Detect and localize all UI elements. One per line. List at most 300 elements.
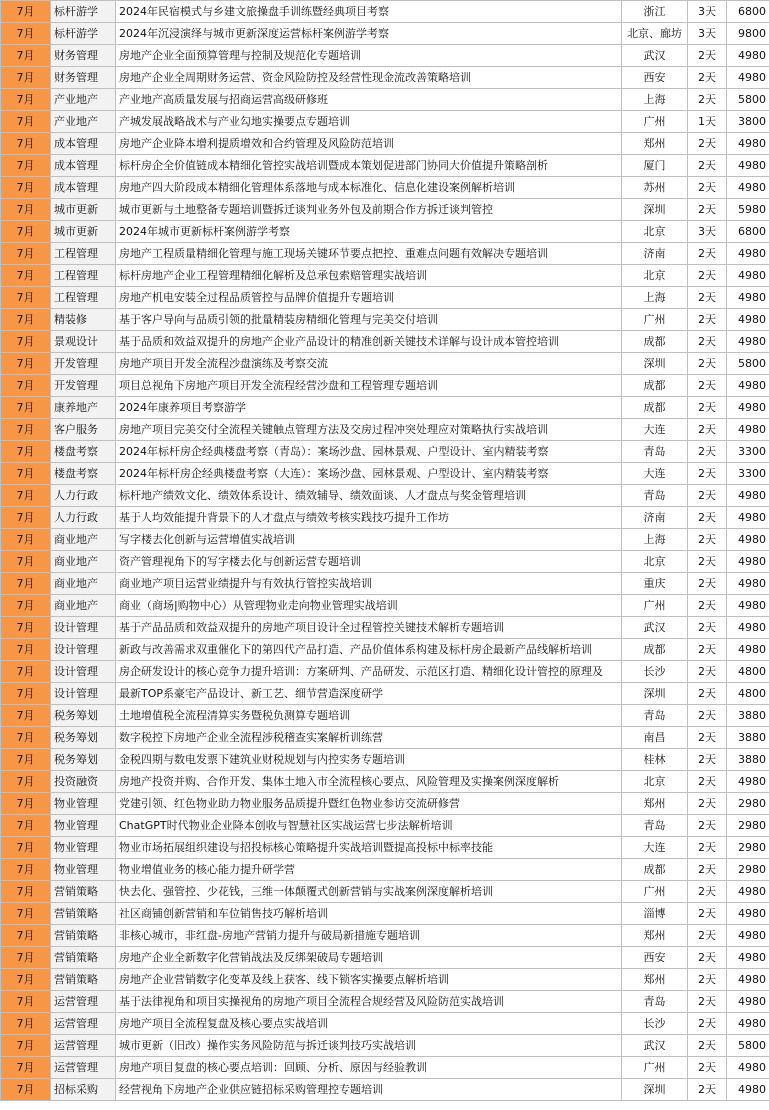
- category-cell[interactable]: 工程管理: [51, 287, 116, 309]
- month-cell[interactable]: 7月: [1, 463, 51, 485]
- course-title-cell[interactable]: 快去化、强管控、少花钱，三维一体颠覆式创新营销与实战案例深度解析培训: [116, 881, 622, 903]
- duration-cell[interactable]: 2天: [688, 969, 727, 991]
- category-cell[interactable]: 楼盘考察: [51, 463, 116, 485]
- duration-cell[interactable]: 2天: [688, 683, 727, 705]
- course-title-cell[interactable]: 标杆房企全价值链成本精细化管控实战培训暨成本策划促进部门协同大价值提升策略剖析: [116, 155, 622, 177]
- course-title-cell[interactable]: 房地产企业全面预算管理与控制及规范化专题培训: [116, 45, 622, 67]
- city-cell[interactable]: 长沙: [622, 1013, 688, 1035]
- month-cell[interactable]: 7月: [1, 573, 51, 595]
- category-cell[interactable]: 税务筹划: [51, 749, 116, 771]
- course-title-cell[interactable]: 商业地产项目运营业绩提升与有效执行管控实战培训: [116, 573, 622, 595]
- month-cell[interactable]: 7月: [1, 419, 51, 441]
- course-title-cell[interactable]: 2024年城市更新标杆案例游学考察: [116, 221, 622, 243]
- city-cell[interactable]: 武汉: [622, 45, 688, 67]
- duration-cell[interactable]: 2天: [688, 45, 727, 67]
- category-cell[interactable]: 产业地产: [51, 89, 116, 111]
- category-cell[interactable]: 开发管理: [51, 375, 116, 397]
- category-cell[interactable]: 运营管理: [51, 1035, 116, 1057]
- price-cell[interactable]: 3300: [727, 463, 769, 485]
- month-cell[interactable]: 7月: [1, 67, 51, 89]
- duration-cell[interactable]: 3天: [688, 221, 727, 243]
- price-cell[interactable]: 3300: [727, 441, 769, 463]
- city-cell[interactable]: 成都: [622, 639, 688, 661]
- duration-cell[interactable]: 2天: [688, 815, 727, 837]
- duration-cell[interactable]: 2天: [688, 749, 727, 771]
- price-cell[interactable]: 2980: [727, 793, 769, 815]
- month-cell[interactable]: 7月: [1, 441, 51, 463]
- month-cell[interactable]: 7月: [1, 177, 51, 199]
- month-cell[interactable]: 7月: [1, 1079, 51, 1101]
- course-title-cell[interactable]: 产城发展战略战术与产业勾地实操要点专题培训: [116, 111, 622, 133]
- month-cell[interactable]: 7月: [1, 793, 51, 815]
- price-cell[interactable]: 3800: [727, 111, 769, 133]
- price-cell[interactable]: 4980: [727, 771, 769, 793]
- category-cell[interactable]: 物业管理: [51, 837, 116, 859]
- category-cell[interactable]: 城市更新: [51, 199, 116, 221]
- course-title-cell[interactable]: 城市更新与土地整备专题培训暨拆迁谈判业务外包及前期合作方拆迁谈判管控: [116, 199, 622, 221]
- price-cell[interactable]: 4980: [727, 397, 769, 419]
- city-cell[interactable]: 广州: [622, 881, 688, 903]
- city-cell[interactable]: 重庆: [622, 573, 688, 595]
- duration-cell[interactable]: 2天: [688, 89, 727, 111]
- duration-cell[interactable]: 2天: [688, 199, 727, 221]
- month-cell[interactable]: 7月: [1, 309, 51, 331]
- price-cell[interactable]: 4980: [727, 133, 769, 155]
- price-cell[interactable]: 4980: [727, 1079, 769, 1101]
- category-cell[interactable]: 客户服务: [51, 419, 116, 441]
- price-cell[interactable]: 4980: [727, 507, 769, 529]
- month-cell[interactable]: 7月: [1, 397, 51, 419]
- category-cell[interactable]: 人力行政: [51, 485, 116, 507]
- price-cell[interactable]: 3880: [727, 727, 769, 749]
- duration-cell[interactable]: 2天: [688, 419, 727, 441]
- duration-cell[interactable]: 2天: [688, 155, 727, 177]
- city-cell[interactable]: 北京: [622, 771, 688, 793]
- city-cell[interactable]: 郑州: [622, 133, 688, 155]
- duration-cell[interactable]: 2天: [688, 353, 727, 375]
- city-cell[interactable]: 长沙: [622, 661, 688, 683]
- category-cell[interactable]: 设计管理: [51, 683, 116, 705]
- city-cell[interactable]: 广州: [622, 1057, 688, 1079]
- category-cell[interactable]: 运营管理: [51, 1057, 116, 1079]
- price-cell[interactable]: 4980: [727, 595, 769, 617]
- course-title-cell[interactable]: 房地产项目开发全流程沙盘演练及考察交流: [116, 353, 622, 375]
- duration-cell[interactable]: 2天: [688, 661, 727, 683]
- category-cell[interactable]: 营销策略: [51, 903, 116, 925]
- course-title-cell[interactable]: 房地产项目复盘的核心要点培训：回顾、分析、原因与经验教训: [116, 1057, 622, 1079]
- city-cell[interactable]: 成都: [622, 859, 688, 881]
- city-cell[interactable]: 青岛: [622, 991, 688, 1013]
- duration-cell[interactable]: 2天: [688, 991, 727, 1013]
- city-cell[interactable]: 大连: [622, 463, 688, 485]
- price-cell[interactable]: 2980: [727, 815, 769, 837]
- month-cell[interactable]: 7月: [1, 881, 51, 903]
- duration-cell[interactable]: 2天: [688, 331, 727, 353]
- city-cell[interactable]: 北京: [622, 551, 688, 573]
- price-cell[interactable]: 4980: [727, 573, 769, 595]
- duration-cell[interactable]: 2天: [688, 573, 727, 595]
- month-cell[interactable]: 7月: [1, 353, 51, 375]
- month-cell[interactable]: 7月: [1, 133, 51, 155]
- course-title-cell[interactable]: 数字税控下房地产企业全流程涉税稽查实案解析训练营: [116, 727, 622, 749]
- duration-cell[interactable]: 2天: [688, 705, 727, 727]
- price-cell[interactable]: 4980: [727, 1013, 769, 1035]
- course-title-cell[interactable]: ChatGPT时代物业企业降本创收与智慧社区实战运营七步法解析培训: [116, 815, 622, 837]
- price-cell[interactable]: 4980: [727, 881, 769, 903]
- price-cell[interactable]: 4980: [727, 243, 769, 265]
- month-cell[interactable]: 7月: [1, 771, 51, 793]
- course-title-cell[interactable]: 房地产工程质量精细化管理与施工现场关键环节要点把控、重难点问题有效解决专题培训: [116, 243, 622, 265]
- category-cell[interactable]: 营销策略: [51, 969, 116, 991]
- course-title-cell[interactable]: 标杆地产绩效文化、绩效体系设计、绩效辅导、绩效面谈、人才盘点与奖金管理培训: [116, 485, 622, 507]
- course-title-cell[interactable]: 房地产企业降本增利提质增效和合约管理及风险防范培训: [116, 133, 622, 155]
- category-cell[interactable]: 工程管理: [51, 265, 116, 287]
- category-cell[interactable]: 人力行政: [51, 507, 116, 529]
- price-cell[interactable]: 4980: [727, 639, 769, 661]
- city-cell[interactable]: 大连: [622, 419, 688, 441]
- course-title-cell[interactable]: 写字楼去化创新与运营增值实战培训: [116, 529, 622, 551]
- month-cell[interactable]: 7月: [1, 1, 51, 23]
- category-cell[interactable]: 产业地产: [51, 111, 116, 133]
- month-cell[interactable]: 7月: [1, 529, 51, 551]
- course-title-cell[interactable]: 非核心城市，非红盘-房地产营销力提升与破局新措施专题培训: [116, 925, 622, 947]
- duration-cell[interactable]: 2天: [688, 507, 727, 529]
- price-cell[interactable]: 4980: [727, 309, 769, 331]
- duration-cell[interactable]: 2天: [688, 485, 727, 507]
- course-title-cell[interactable]: 经营视角下房地产企业供应链招标采购管理控专题培训: [116, 1079, 622, 1101]
- duration-cell[interactable]: 2天: [688, 177, 727, 199]
- course-title-cell[interactable]: 房企研发设计的核心竞争力提升培训：方案研判、产品研发、示范区打造、精细化设计管控的原理及: [116, 661, 622, 683]
- price-cell[interactable]: 4980: [727, 375, 769, 397]
- category-cell[interactable]: 景观设计: [51, 331, 116, 353]
- month-cell[interactable]: 7月: [1, 991, 51, 1013]
- month-cell[interactable]: 7月: [1, 507, 51, 529]
- duration-cell[interactable]: 2天: [688, 947, 727, 969]
- duration-cell[interactable]: 2天: [688, 793, 727, 815]
- month-cell[interactable]: 7月: [1, 749, 51, 771]
- price-cell[interactable]: 3880: [727, 705, 769, 727]
- city-cell[interactable]: 郑州: [622, 793, 688, 815]
- course-title-cell[interactable]: 房地产项目全流程复盘及核心要点实战培训: [116, 1013, 622, 1035]
- month-cell[interactable]: 7月: [1, 683, 51, 705]
- month-cell[interactable]: 7月: [1, 595, 51, 617]
- course-title-cell[interactable]: 2024年民宿模式与乡建文旅操盘手训练暨经典项目考察: [116, 1, 622, 23]
- month-cell[interactable]: 7月: [1, 199, 51, 221]
- city-cell[interactable]: 成都: [622, 375, 688, 397]
- duration-cell[interactable]: 2天: [688, 441, 727, 463]
- course-title-cell[interactable]: 土地增值税全流程清算实务暨税负测算专题培训: [116, 705, 622, 727]
- category-cell[interactable]: 设计管理: [51, 639, 116, 661]
- category-cell[interactable]: 商业地产: [51, 595, 116, 617]
- city-cell[interactable]: 青岛: [622, 815, 688, 837]
- city-cell[interactable]: 南昌: [622, 727, 688, 749]
- month-cell[interactable]: 7月: [1, 925, 51, 947]
- price-cell[interactable]: 4980: [727, 67, 769, 89]
- category-cell[interactable]: 开发管理: [51, 353, 116, 375]
- month-cell[interactable]: 7月: [1, 89, 51, 111]
- price-cell[interactable]: 4980: [727, 903, 769, 925]
- price-cell[interactable]: 4980: [727, 265, 769, 287]
- month-cell[interactable]: 7月: [1, 23, 51, 45]
- duration-cell[interactable]: 2天: [688, 287, 727, 309]
- month-cell[interactable]: 7月: [1, 705, 51, 727]
- category-cell[interactable]: 标杆游学: [51, 1, 116, 23]
- duration-cell[interactable]: 2天: [688, 859, 727, 881]
- course-title-cell[interactable]: 党建引领、红色物业助力物业服务品质提升暨红色物业参访交流研修营: [116, 793, 622, 815]
- course-title-cell[interactable]: 房地产企业营销数字化变革及线上获客、线下锁客实操要点解析培训: [116, 969, 622, 991]
- month-cell[interactable]: 7月: [1, 727, 51, 749]
- city-cell[interactable]: 青岛: [622, 705, 688, 727]
- duration-cell[interactable]: 3天: [688, 23, 727, 45]
- city-cell[interactable]: 深圳: [622, 353, 688, 375]
- month-cell[interactable]: 7月: [1, 815, 51, 837]
- price-cell[interactable]: 4980: [727, 947, 769, 969]
- course-title-cell[interactable]: 房地产项目完美交付全流程关键触点管理方法及交房过程冲突处理应对策略执行实战培训: [116, 419, 622, 441]
- duration-cell[interactable]: 2天: [688, 903, 727, 925]
- category-cell[interactable]: 营销策略: [51, 947, 116, 969]
- city-cell[interactable]: 北京: [622, 265, 688, 287]
- duration-cell[interactable]: 2天: [688, 1079, 727, 1101]
- month-cell[interactable]: 7月: [1, 947, 51, 969]
- duration-cell[interactable]: 2天: [688, 529, 727, 551]
- category-cell[interactable]: 设计管理: [51, 617, 116, 639]
- duration-cell[interactable]: 2天: [688, 925, 727, 947]
- category-cell[interactable]: 康养地产: [51, 397, 116, 419]
- category-cell[interactable]: 税务筹划: [51, 705, 116, 727]
- city-cell[interactable]: 青岛: [622, 441, 688, 463]
- duration-cell[interactable]: 2天: [688, 265, 727, 287]
- city-cell[interactable]: 上海: [622, 287, 688, 309]
- price-cell[interactable]: 3880: [727, 749, 769, 771]
- course-title-cell[interactable]: 基于人均效能提升背景下的人才盘点与绩效考核实践技巧提升工作坊: [116, 507, 622, 529]
- price-cell[interactable]: 4980: [727, 155, 769, 177]
- month-cell[interactable]: 7月: [1, 243, 51, 265]
- month-cell[interactable]: 7月: [1, 1057, 51, 1079]
- duration-cell[interactable]: 2天: [688, 837, 727, 859]
- category-cell[interactable]: 营销策略: [51, 925, 116, 947]
- city-cell[interactable]: 广州: [622, 111, 688, 133]
- month-cell[interactable]: 7月: [1, 45, 51, 67]
- course-title-cell[interactable]: 项目总视角下房地产项目开发全流程经营沙盘和工程管理专题培训: [116, 375, 622, 397]
- city-cell[interactable]: 广州: [622, 595, 688, 617]
- course-title-cell[interactable]: 基于法律视角和项目实操视角的房地产项目全流程合规经营及风险防范实战培训: [116, 991, 622, 1013]
- city-cell[interactable]: 上海: [622, 89, 688, 111]
- category-cell[interactable]: 成本管理: [51, 155, 116, 177]
- month-cell[interactable]: 7月: [1, 639, 51, 661]
- price-cell[interactable]: 4980: [727, 287, 769, 309]
- duration-cell[interactable]: 2天: [688, 595, 727, 617]
- price-cell[interactable]: 4980: [727, 969, 769, 991]
- city-cell[interactable]: 青岛: [622, 485, 688, 507]
- city-cell[interactable]: 深圳: [622, 683, 688, 705]
- course-title-cell[interactable]: 社区商铺创新营销和车位销售技巧解析培训: [116, 903, 622, 925]
- price-cell[interactable]: 5800: [727, 353, 769, 375]
- category-cell[interactable]: 税务筹划: [51, 727, 116, 749]
- month-cell[interactable]: 7月: [1, 1035, 51, 1057]
- city-cell[interactable]: 西安: [622, 947, 688, 969]
- course-title-cell[interactable]: 标杆房地产企业工程管理精细化解析及总承包索赔管理实战培训: [116, 265, 622, 287]
- city-cell[interactable]: 武汉: [622, 1035, 688, 1057]
- price-cell[interactable]: 6800: [727, 221, 769, 243]
- category-cell[interactable]: 财务管理: [51, 67, 116, 89]
- price-cell[interactable]: 4980: [727, 1057, 769, 1079]
- category-cell[interactable]: 招标采购: [51, 1079, 116, 1101]
- duration-cell[interactable]: 2天: [688, 397, 727, 419]
- city-cell[interactable]: 浙江: [622, 1, 688, 23]
- month-cell[interactable]: 7月: [1, 837, 51, 859]
- city-cell[interactable]: 济南: [622, 507, 688, 529]
- city-cell[interactable]: 深圳: [622, 1079, 688, 1101]
- price-cell[interactable]: 5800: [727, 1035, 769, 1057]
- category-cell[interactable]: 标杆游学: [51, 23, 116, 45]
- category-cell[interactable]: 商业地产: [51, 573, 116, 595]
- duration-cell[interactable]: 2天: [688, 881, 727, 903]
- month-cell[interactable]: 7月: [1, 485, 51, 507]
- category-cell[interactable]: 工程管理: [51, 243, 116, 265]
- month-cell[interactable]: 7月: [1, 1013, 51, 1035]
- course-title-cell[interactable]: 最新TOP系豪宅产品设计、新工艺、细节营造深度研学: [116, 683, 622, 705]
- category-cell[interactable]: 精装修: [51, 309, 116, 331]
- city-cell[interactable]: 桂林: [622, 749, 688, 771]
- category-cell[interactable]: 商业地产: [51, 529, 116, 551]
- price-cell[interactable]: 4980: [727, 991, 769, 1013]
- category-cell[interactable]: 设计管理: [51, 661, 116, 683]
- course-title-cell[interactable]: 金税四期与数电发票下建筑业财税规划与内控实务专题培训: [116, 749, 622, 771]
- course-title-cell[interactable]: 房地产四大阶段成本精细化管理体系落地与成本标准化、信息化建设案例解析培训: [116, 177, 622, 199]
- city-cell[interactable]: 大连: [622, 837, 688, 859]
- month-cell[interactable]: 7月: [1, 969, 51, 991]
- course-title-cell[interactable]: 房地产企业全新数字化营销战法及反绑架破局专题培训: [116, 947, 622, 969]
- duration-cell[interactable]: 2天: [688, 243, 727, 265]
- month-cell[interactable]: 7月: [1, 903, 51, 925]
- city-cell[interactable]: 成都: [622, 331, 688, 353]
- category-cell[interactable]: 运营管理: [51, 991, 116, 1013]
- duration-cell[interactable]: 2天: [688, 1035, 727, 1057]
- month-cell[interactable]: 7月: [1, 287, 51, 309]
- course-title-cell[interactable]: 2024年沉浸演绎与城市更新深度运营标杆案例游学考察: [116, 23, 622, 45]
- category-cell[interactable]: 成本管理: [51, 177, 116, 199]
- month-cell[interactable]: 7月: [1, 617, 51, 639]
- duration-cell[interactable]: 2天: [688, 1013, 727, 1035]
- city-cell[interactable]: 深圳: [622, 199, 688, 221]
- course-title-cell[interactable]: 城市更新（旧改）操作实务风险防范与拆迁谈判技巧实战培训: [116, 1035, 622, 1057]
- price-cell[interactable]: 5980: [727, 199, 769, 221]
- city-cell[interactable]: 北京、廊坊: [622, 23, 688, 45]
- price-cell[interactable]: 4980: [727, 177, 769, 199]
- city-cell[interactable]: 成都: [622, 397, 688, 419]
- city-cell[interactable]: 上海: [622, 529, 688, 551]
- duration-cell[interactable]: 2天: [688, 551, 727, 573]
- duration-cell[interactable]: 2天: [688, 617, 727, 639]
- duration-cell[interactable]: 1天: [688, 111, 727, 133]
- month-cell[interactable]: 7月: [1, 551, 51, 573]
- duration-cell[interactable]: 2天: [688, 67, 727, 89]
- month-cell[interactable]: 7月: [1, 661, 51, 683]
- duration-cell[interactable]: 2天: [688, 133, 727, 155]
- price-cell[interactable]: 4800: [727, 683, 769, 705]
- course-title-cell[interactable]: 物业市场拓展组织建设与招投标核心策略提升实战培训暨提高投标中标率技能: [116, 837, 622, 859]
- course-title-cell[interactable]: 2024年标杆房企经典楼盘考察（青岛）：案场沙盘、园林景观、户型设计、室内精装考察: [116, 441, 622, 463]
- category-cell[interactable]: 营销策略: [51, 881, 116, 903]
- course-title-cell[interactable]: 房地产机电安装全过程品质管控与品牌价值提升专题培训: [116, 287, 622, 309]
- price-cell[interactable]: 4800: [727, 661, 769, 683]
- price-cell[interactable]: 2980: [727, 859, 769, 881]
- course-title-cell[interactable]: 基于产品品质和效益双提升的房地产项目设计全过程管控关键技术解析专题培训: [116, 617, 622, 639]
- city-cell[interactable]: 北京: [622, 221, 688, 243]
- course-title-cell[interactable]: 商业（商场|购物中心）从管理物业走向物业管理实战培训: [116, 595, 622, 617]
- course-title-cell[interactable]: 物业增值业务的核心能力提升研学营: [116, 859, 622, 881]
- course-title-cell[interactable]: 基于品质和效益双提升的房地产企业产品设计的精准创新关键技术详解与设计成本管控培训: [116, 331, 622, 353]
- category-cell[interactable]: 物业管理: [51, 793, 116, 815]
- course-title-cell[interactable]: 产业地产高质量发展与招商运营高级研修班: [116, 89, 622, 111]
- category-cell[interactable]: 物业管理: [51, 815, 116, 837]
- month-cell[interactable]: 7月: [1, 155, 51, 177]
- price-cell[interactable]: 4980: [727, 45, 769, 67]
- city-cell[interactable]: 郑州: [622, 925, 688, 947]
- category-cell[interactable]: 物业管理: [51, 859, 116, 881]
- price-cell[interactable]: 4980: [727, 617, 769, 639]
- duration-cell[interactable]: 2天: [688, 771, 727, 793]
- duration-cell[interactable]: 2天: [688, 309, 727, 331]
- category-cell[interactable]: 商业地产: [51, 551, 116, 573]
- city-cell[interactable]: 广州: [622, 309, 688, 331]
- course-title-cell[interactable]: 房地产投资并购、合作开发、集体土地入市全流程核心要点、风险管理及实操案例深度解析: [116, 771, 622, 793]
- duration-cell[interactable]: 2天: [688, 727, 727, 749]
- duration-cell[interactable]: 2天: [688, 463, 727, 485]
- course-title-cell[interactable]: 基于客户导向与品质引领的批量精装房精细化管理与完美交付培训: [116, 309, 622, 331]
- category-cell[interactable]: 财务管理: [51, 45, 116, 67]
- price-cell[interactable]: 4980: [727, 551, 769, 573]
- city-cell[interactable]: 淄博: [622, 903, 688, 925]
- price-cell[interactable]: 4980: [727, 529, 769, 551]
- city-cell[interactable]: 苏州: [622, 177, 688, 199]
- month-cell[interactable]: 7月: [1, 265, 51, 287]
- month-cell[interactable]: 7月: [1, 331, 51, 353]
- course-title-cell[interactable]: 2024年康养项目考察游学: [116, 397, 622, 419]
- course-title-cell[interactable]: 新政与改善需求双重催化下的第四代产品打造、产品价值体系构建及标杆房企最新产品线解析培训: [116, 639, 622, 661]
- duration-cell[interactable]: 2天: [688, 1057, 727, 1079]
- city-cell[interactable]: 西安: [622, 67, 688, 89]
- city-cell[interactable]: 武汉: [622, 617, 688, 639]
- month-cell[interactable]: 7月: [1, 375, 51, 397]
- month-cell[interactable]: 7月: [1, 859, 51, 881]
- duration-cell[interactable]: 2天: [688, 639, 727, 661]
- price-cell[interactable]: 9800: [727, 23, 769, 45]
- category-cell[interactable]: 运营管理: [51, 1013, 116, 1035]
- price-cell[interactable]: 4980: [727, 485, 769, 507]
- course-title-cell[interactable]: 2024年标杆房企经典楼盘考察（大连）：案场沙盘、园林景观、户型设计、室内精装考察: [116, 463, 622, 485]
- month-cell[interactable]: 7月: [1, 221, 51, 243]
- course-title-cell[interactable]: 资产管理视角下的写字楼去化与创新运营专题培训: [116, 551, 622, 573]
- price-cell[interactable]: 4980: [727, 331, 769, 353]
- course-title-cell[interactable]: 房地产企业全周期财务运营、资金风险防控及经营性现金流改善策略培训: [116, 67, 622, 89]
- category-cell[interactable]: 投资融资: [51, 771, 116, 793]
- category-cell[interactable]: 成本管理: [51, 133, 116, 155]
- price-cell[interactable]: 6800: [727, 1, 769, 23]
- price-cell[interactable]: 5800: [727, 89, 769, 111]
- city-cell[interactable]: 济南: [622, 243, 688, 265]
- duration-cell[interactable]: 3天: [688, 1, 727, 23]
- price-cell[interactable]: 4980: [727, 925, 769, 947]
- city-cell[interactable]: 厦门: [622, 155, 688, 177]
- month-cell[interactable]: 7月: [1, 111, 51, 133]
- category-cell[interactable]: 城市更新: [51, 221, 116, 243]
- city-cell[interactable]: 郑州: [622, 969, 688, 991]
- category-cell[interactable]: 楼盘考察: [51, 441, 116, 463]
- price-cell[interactable]: 2980: [727, 837, 769, 859]
- duration-cell[interactable]: 2天: [688, 375, 727, 397]
- price-cell[interactable]: 4980: [727, 419, 769, 441]
